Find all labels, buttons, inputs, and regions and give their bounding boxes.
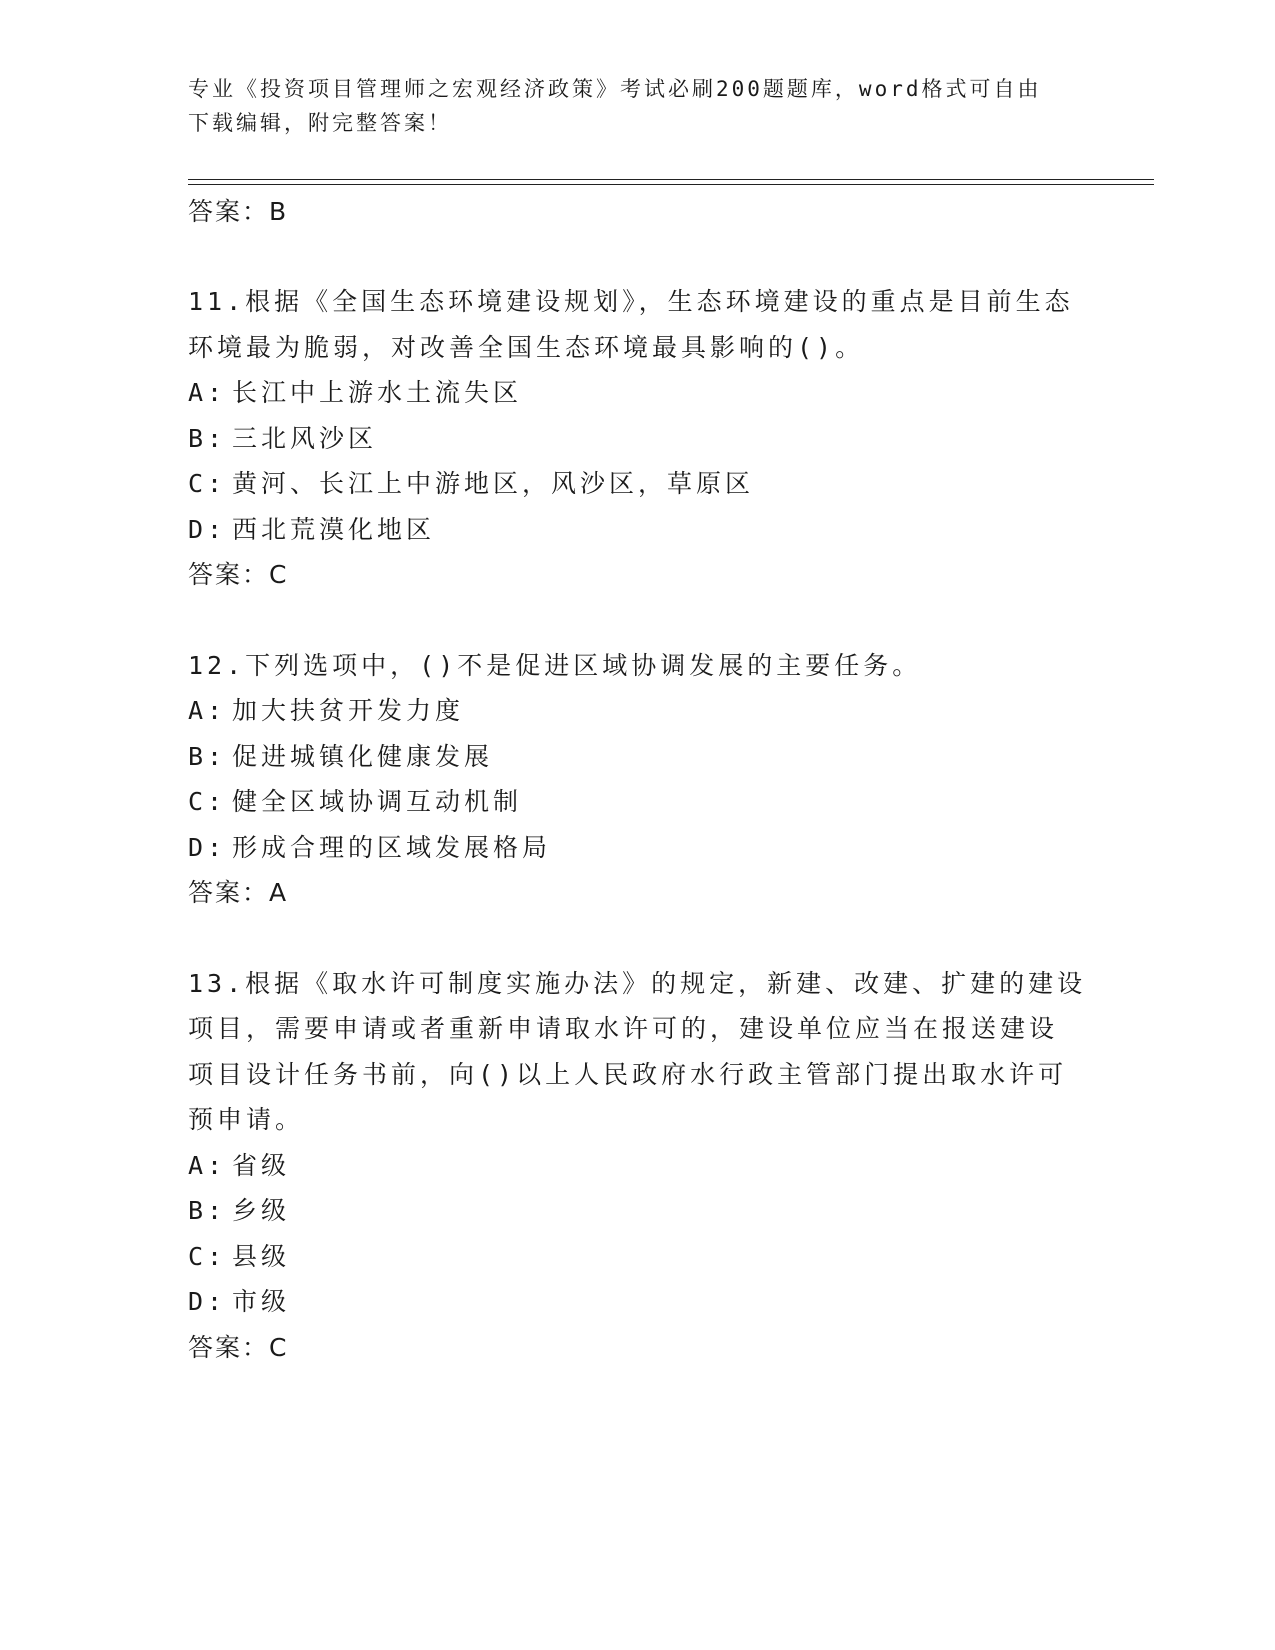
answer: 答案：C: [188, 560, 289, 589]
option-key: D:: [188, 1287, 227, 1316]
question-stem-line: 预申请。: [188, 1105, 305, 1134]
option-key: B:: [188, 741, 227, 771]
answer: 答案：A: [188, 878, 289, 907]
option-a: [188, 688, 1088, 734]
option-c: [188, 461, 1088, 507]
option-b: [188, 734, 1088, 780]
header-line-2: 下载编辑，附完整答案！: [188, 111, 452, 135]
option-text: 健全区域协调互动机制: [232, 787, 523, 816]
option-c: [188, 779, 1088, 825]
option-key: C:: [188, 1241, 227, 1271]
option-text: 形成合理的区域发展格局: [232, 832, 552, 862]
option-a: [188, 1143, 1088, 1189]
option-text: 县级: [232, 1241, 291, 1271]
option-key: D:: [188, 514, 227, 544]
option-text: 省级: [232, 1150, 291, 1180]
option-d: [188, 1279, 1088, 1325]
document-header: [188, 72, 1088, 140]
question-12: [188, 643, 1088, 916]
question-13: [188, 961, 1088, 1371]
previous-answer: 答案：B: [188, 197, 289, 226]
option-text: 市级: [232, 1287, 291, 1316]
question-stem-line: 11.根据《全国生态环境建设规划》，生态环境建设的重点是目前生态: [188, 287, 1074, 316]
option-text: 黄河、长江上中游地区，风沙区，草原区: [232, 469, 755, 498]
option-key: D:: [188, 832, 227, 862]
question-11: [188, 279, 1088, 598]
question-stem: [188, 961, 1088, 1143]
question-stem: [188, 279, 1088, 370]
option-a: [188, 370, 1088, 416]
header-rule-top: [188, 179, 1154, 180]
answer: 答案：C: [188, 1332, 289, 1362]
option-text: 三北风沙区: [232, 423, 378, 453]
header-rule-bottom: [188, 184, 1154, 185]
option-d: [188, 507, 1088, 553]
question-stem-line: 项目设计任务书前，向()以上人民政府水行政主管部门提出取水许可: [188, 1059, 1068, 1089]
option-key: A:: [188, 378, 227, 407]
option-text: 长江中上游水土流失区: [232, 378, 523, 407]
question-stem-line: 项目，需要申请或者重新申请取水许可的，建设单位应当在报送建设: [188, 1014, 1059, 1043]
option-text: 加大扶贫开发力度: [232, 696, 465, 725]
option-key: C:: [188, 469, 227, 498]
option-key: B:: [188, 1196, 227, 1225]
option-text: 乡级: [232, 1196, 291, 1225]
question-list: [188, 189, 1088, 1370]
option-text: 促进城镇化健康发展: [232, 741, 494, 771]
option-key: C:: [188, 787, 227, 816]
question-stem-line: 13.根据《取水许可制度实施办法》的规定，新建、改建、扩建的建设: [188, 968, 1087, 998]
question-stem: [188, 643, 1088, 689]
option-c: [188, 1234, 1088, 1280]
option-b: [188, 1188, 1088, 1234]
option-b: [188, 416, 1088, 462]
option-key: A:: [188, 1150, 227, 1180]
question-stem-line: 环境最为脆弱，对改善全国生态环境最具影响的()。: [188, 332, 865, 362]
option-key: B:: [188, 423, 227, 453]
option-text: 西北荒漠化地区: [232, 514, 436, 544]
question-stem-line: 12.下列选项中，()不是促进区域协调发展的主要任务。: [188, 650, 922, 680]
header-line-1: 专业《投资项目管理师之宏观经济政策》考试必刷200题题库，word格式可自由: [188, 77, 1042, 101]
option-key: A:: [188, 696, 227, 725]
option-d: [188, 825, 1088, 871]
